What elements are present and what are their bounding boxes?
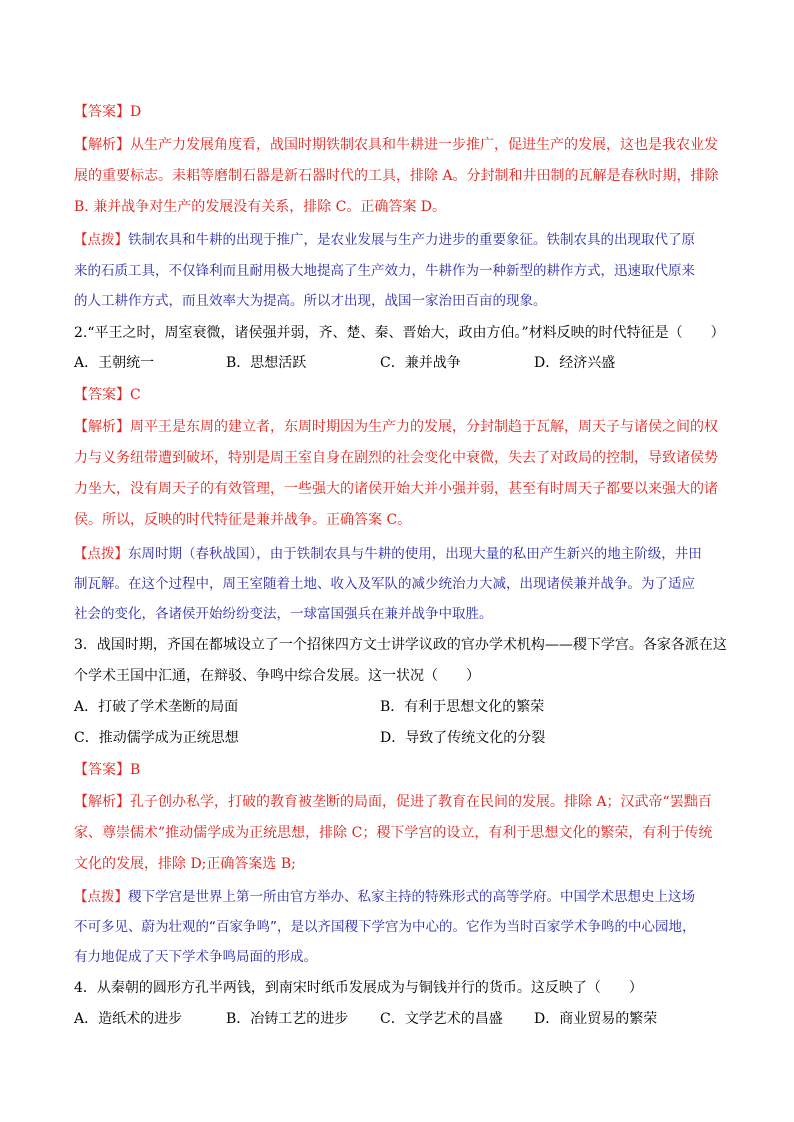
answer-tag: 【答案】 <box>74 762 130 778</box>
tip-tag: 【点拨】 <box>74 546 128 562</box>
q1-tip-line-1: 【点拨】铁制农具和牛耕的出现于推广，是农业发展与生产力进步的重要象征。铁制农具的出现取代了原 <box>74 232 695 248</box>
q3-analysis-line-1: 【解析】孔子创办私学，打破的教育被垄断的局面，促进了教育在民间的发展。排除 A；汉武帝“罢黜百 <box>74 794 712 810</box>
q3-option-a: A．打破了学术垄断的局面 <box>74 699 239 715</box>
q1-tip-line-3: 的人工耕作方式，而且效率大为提高。所以才出现，战国一家治田百亩的现象。 <box>74 293 547 309</box>
q3-analysis-line-3: 文化的发展，排除 D;正确答案选 B; <box>74 856 296 872</box>
q2-analysis-line-1: 【解析】周平王是东周的建立者，东周时期因为生产力的发展，分封制趋于瓦解，周天子与诸侯之间的权 <box>74 419 718 435</box>
q2-analysis-line-2: 力与义务纽带遭到破坏，特别是周王室自身在剧烈的社会变化中衰微，失去了对政局的控制，导致诸侯势 <box>74 450 718 466</box>
q4-option-c: C．文学艺术的昌盛 <box>380 1011 503 1027</box>
tip-tag: 【点拨】 <box>74 232 128 248</box>
analysis-tag: 【解析】 <box>74 794 130 810</box>
q2-option-b: B．思想活跃 <box>226 355 307 371</box>
q2-tip-line-3: 社会的变化，各诸侯开始纷纷变法，一球富国强兵在兼并战争中取胜。 <box>74 606 493 622</box>
q3-stem-line-1: 3．战国时期，齐国在都城设立了一个招徕四方文士讲学议政的官办学术机构——稷下学宫。各家各派在这 <box>74 637 727 653</box>
q2-option-d: D．经济兴盛 <box>534 355 616 371</box>
q2-option-a: A．王朝统一 <box>74 355 155 371</box>
q3-stem-line-2: 个学术王国中汇通，在辩驳、争鸣中综合发展。这一状况（ ） <box>74 668 480 684</box>
q4-option-a: A．造纸术的进步 <box>74 1011 183 1027</box>
analysis-tag: 【解析】 <box>74 419 130 435</box>
q3-tip-line-2: 不可多见、蔚为壮观的“百家争鸣”，是以齐国稷下学宫为中心的。它作为当时百家学术争鸣的中心园地， <box>74 919 696 935</box>
q2-stem: 2.“平王之时，周室衰微，诸侯强并弱，齐、楚、秦、晋始大，政由方伯。”材料反映的时代特征是（ ） <box>74 325 725 341</box>
q3-tip-line-1: 【点拨】稷下学宫是世界上第一所由官方举办、私家主持的特殊形式的高等学府。中国学术思想史上这场 <box>74 889 695 905</box>
q3-option-b: B．有利于思想文化的繁荣 <box>380 699 545 715</box>
q1-analysis-line-3: B. 兼并战争对生产的发展没有关系，排除 C。正确答案 D。 <box>74 199 447 215</box>
q4-option-b: B．冶铸工艺的进步 <box>226 1011 349 1027</box>
q1-analysis-line-2: 展的重要标志。耒耜等磨制石器是新石器时代的工具，排除 A。分封制和井田制的瓦解是春秋时期，排除 <box>74 168 719 184</box>
q2-analysis-line-4: 侯。所以，反映的时代特征是兼并战争。正确答案 C。 <box>74 512 412 528</box>
q2-option-c: C．兼并战争 <box>380 355 461 371</box>
q3-option-d: D．导致了传统文化的分裂 <box>380 730 546 746</box>
answer-value: C <box>130 387 141 403</box>
q2-analysis-line-3: 力坐大，没有周天子的有效管理，一些强大的诸侯开始大并小强并弱，甚至有时周天子都要以来强大的诸 <box>74 481 718 497</box>
q1-analysis-line-1: 【解析】从生产力发展角度看，战国时期铁制农具和牛耕进一步推广，促进生产的发展，这也是我农业发 <box>74 137 718 153</box>
q4-option-d: D．商业贸易的繁荣 <box>534 1011 658 1027</box>
answer-value: B <box>130 762 141 778</box>
q2-tip-line-2: 制瓦解。在这个过程中，周王室随着土地、收入及军队的减少统治力大减，出现诸侯兼并战争。为了适应 <box>74 576 695 592</box>
q3-tip-line-3: 有力地促成了天下学术争鸣局面的形成。 <box>74 949 317 965</box>
q2-tip-line-1: 【点拨】东周时期（春秋战国），由于铁制农具与牛耕的使用，出现大量的私田产生新兴的地主阶级，井田 <box>74 546 702 562</box>
q1-answer-line <box>74 103 734 121</box>
answer-tag: 【答案】 <box>74 104 130 120</box>
tip-tag: 【点拨】 <box>74 889 128 905</box>
analysis-tag: 【解析】 <box>74 137 130 153</box>
q1-tip-line-2: 来的石质工具，不仅锋利而且耐用极大地提高了生产效力，牛耕作为一种新型的耕作方式，迅速取代原来 <box>74 263 695 279</box>
answer-tag: 【答案】 <box>74 387 130 403</box>
answer-value: D <box>130 104 142 120</box>
q3-option-c: C．推动儒学成为正统思想 <box>74 730 239 746</box>
q3-analysis-line-2: 家、尊崇儒术”推动儒学成为正统思想，排除 C；稷下学宫的设立，有利于思想文化的繁荣，有利于传统 <box>74 825 713 841</box>
q3-answer-line <box>74 761 734 779</box>
q2-answer-line <box>74 386 734 404</box>
q4-stem: 4．从秦朝的圆形方孔半两钱，到南宋时纸币发展成为与铜钱并行的货币。这反映了（ ） <box>74 980 643 996</box>
